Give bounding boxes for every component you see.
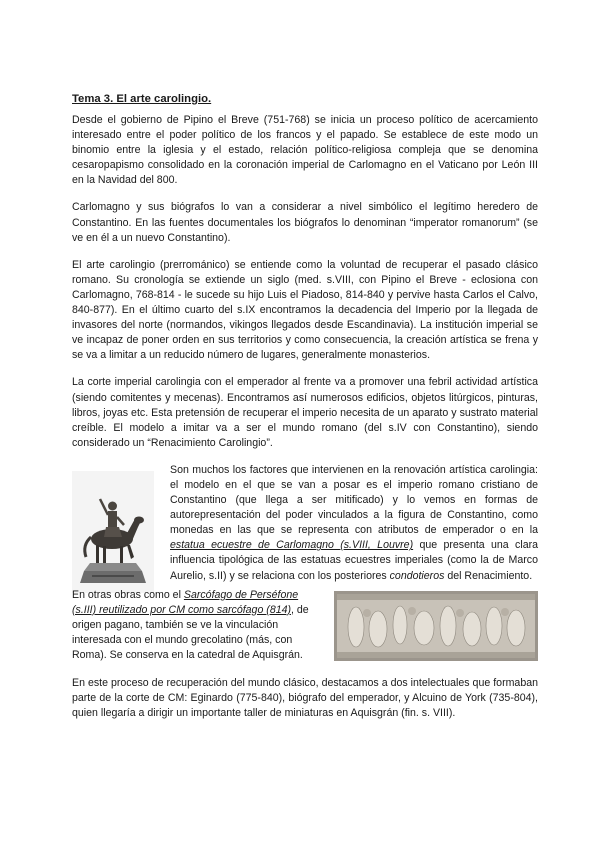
paragraph-intelectuales: En este proceso de recuperación del mundo clásico, destacamos a dos intelectuales que formaban parte de la corte de CM: Eginardo (775-840), biógrafo del emperador, y Alcuino de York (735-804), quien llegaría a dirigir un importante taller de miniaturas en Aquisgrán (fin. s. VIII). [72,676,538,719]
paragraph-arte-carolingio: El arte carolingio (prerrománico) se entiende como la voluntad de recuperar el pasado clásico romano. Su cronología se extiende un siglo (med. s.VIII, con Pipino el Breve - eclosiona con Carlomagno, 768-814 - le sucede su hijo Luis el Piadoso, 814-840 y pervive hasta Carlos el Calvo, 840-877). En el último cuarto del s.IX encontramos la decadencia del Imperio por la llegada de invasores del norte (normandos, vikingos llegados desde Escandinavia). La institución imperial se ve incapaz de poner orden en sus territorios y como consecuencia, la creación artística se frena y se va a limitar a un reducido número de lugares, generalmente monasterios. [72,258,538,362]
text-sarcofago-1: En otras obras como el [72,588,184,601]
text-sarcofago-2: , de origen pagano, también se ve la vinculación interesada con el mundo grecolatino (más, con Roma). Se conserva en la catedral de Aquisgrán. [72,603,309,661]
paragraph-corte-imperial: La corte imperial carolingia con el emperador al frente va a promover una febril actividad artística (siendo comitentes y mecenas). Encontramos así numerosos edificios, objetos litúrgicos, pinturas, libros, joyas etc. Esta pretensión de recuperar el imperio necesita de un aparato y sustrato material creíble. El modelo a imitar va a ser el mundo romano (del s.IV con Constantino), siendo considerado un “Renacimiento Carolingio”. [72,376,538,449]
link-sarcofago-persefone[interactable]: Sarcófago de Perséfone (s.III) reutilizado por CM como sarcófago (814) [72,588,299,616]
text-condotieros: condotieros [389,569,445,582]
sarcophagus-image [334,591,538,661]
text-factores-2: que presenta una clara influencia tipológica de las estatuas ecuestres imperiales (como la de Marco Aurelio, s.II) y se relaciona con los posteriores [170,539,539,582]
statue-section [72,463,538,584]
paragraph-carlomagno-heredero: Carlomagno y sus biógrafos lo van a considerar a nivel simbólico el legítimo heredero de Constantino. En las fuentes documentales los biógrafos lo denominan “imperator romanorum” (se ve en él a un nuevo Constantino). [72,201,538,244]
paragraph-sarcofago [72,588,320,663]
text-factores-3: del Renacimiento. [444,569,533,582]
page-title: Tema 3. El arte carolingio. [72,93,212,105]
sarcophagus-section [72,588,538,664]
text-factores-1: Son muchos los factores que intervienen en la renovación artística carolingia: el modelo en el que se van a posar es el imperio romano cristiano de Constantino (que llega a ser mitificado) y lo vemos en formas de autorepresentación del poder vinculados a la figura de Constantino, como monedas en las que se representa con atributos de emperador o en la [170,463,538,537]
paragraph-factores [170,463,538,584]
paragraph-pipino: Desde el gobierno de Pipino el Breve (751-768) se inicia un proceso político de acercamiento interesado entre el poder político de los francos y el papado. Se establece de este modo un binomio entre la iglesia y el estado, relación político-religiosa compleja que se denomina cesaropapismo consolidado en la coronación imperial de Carlomagno en el Vaticano por León III en la Navidad del 800. [72,114,538,187]
link-estatua-ecuestre[interactable]: estatua ecuestre de Carlomagno (s.VIII, Louvre) [170,539,414,552]
equestrian-statue-image [72,471,154,593]
